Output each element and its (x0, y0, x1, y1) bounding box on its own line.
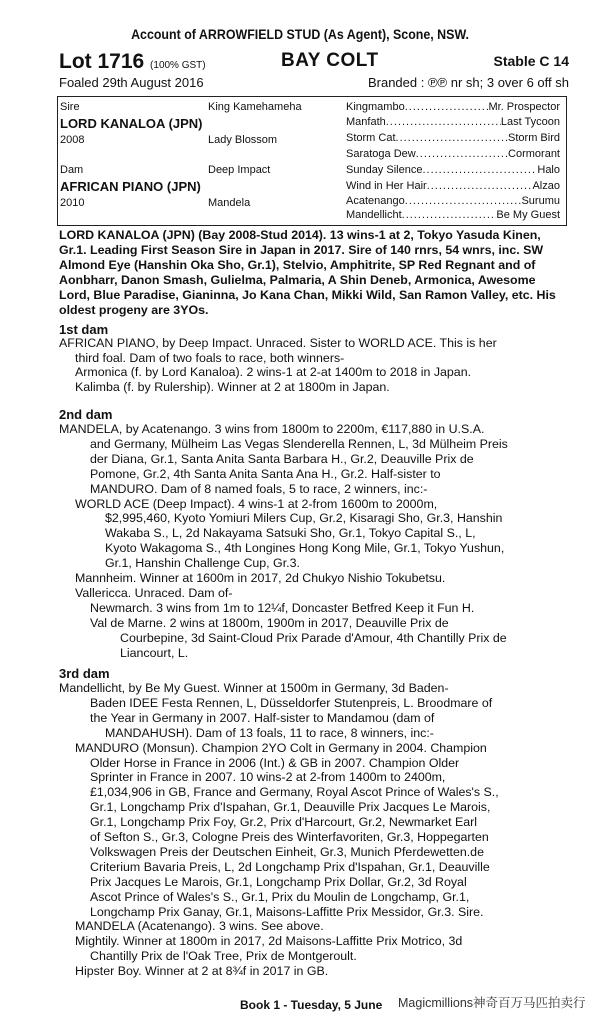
third-dam-line: Gr.1, Longchamp Prix d'Ispahan, Gr.1, Deauville Prix Jacques Le Marois, (90, 800, 491, 815)
page-footer: Book 1 - Tuesday, 5 June (240, 998, 383, 1012)
third-dam-line: MANDURO (Monsun). Champion 2YO Colt in Germany in 2004. Champion (75, 740, 487, 755)
sire-sire: King Kamehameha (208, 101, 302, 113)
lot-header (59, 50, 569, 72)
sire-summary: LORD KANALOA (JPN) (Bay 2008-Stud 2014). 13 wins-1 at 2, Tokyo Yasuda Kinen, Gr.1. Leading First Season Sire in Japan in 2017. Sire of 140 rnrs, 54 wnrs, inc. SW Almond Eye (Hanshin Oka Sho, Gr.1), Stelvio, Amphitrite, SP Red Regnant and of Aonbharr, Danon Smash, Gulielma, Palmaria, A Shin Deneb, Armonica, Awesome Lord, Blue Paradise, Gianinna, Jo Kana Chan, Mikki Wild, San Ramon Valley, etc. His oldest progeny are 3YOs. (59, 228, 556, 317)
third-dam-line: Mandellicht, by Be My Guest. Winner at 1500m in Germany, 3d Baden- (59, 681, 449, 695)
second-dam-line: Mannheim. Winner at 1600m in 2017, 2d Chukyo Nishio Tokubetsu. (75, 571, 446, 585)
third-gen-row: Acatenango ..... Surumu (346, 195, 560, 207)
dam-sire: Deep Impact (208, 164, 271, 176)
second-dam-line: Kyoto Wakagoma S., 4th Longines Hong Kong Mile, Gr.1, Tokyo Yushun, (105, 541, 505, 556)
second-dam-line: $2,995,460, Kyoto Yomiuri Milers Cup, Gr.2, Kisaragi Sho, Gr.3, Hanshin (105, 511, 503, 526)
dam-label: Dam (60, 164, 84, 176)
dam-year: 2010 (60, 197, 85, 209)
third-dam-line: of Sefton S., Gr.3, Cologne Preis des Winterfavoriten, Gr.3, Hoppegarten (90, 830, 489, 844)
gst-note: (100% GST) (150, 60, 206, 71)
dam-name: AFRICAN PIANO (JPN) (60, 179, 201, 194)
vendor-account: Account of ARROWFIELD STUD (As Agent), Scone, NSW. (131, 27, 469, 42)
second-dam-line: Vallericca. Unraced. Dam of- (75, 585, 233, 600)
second-dam-line: Pomone, Gr.2, 4th Santa Anita Santa Ana H., Gr.2. Half-sister to (90, 466, 441, 481)
second-dam-line: Newmarch. 3 wins from 1m to 12¼f, Doncaster Betfred Keep it Fun H. (90, 600, 475, 615)
third-gen-row: Wind in Her Hair ..... Alzao (346, 180, 560, 192)
third-gen-row: Storm Cat ..... Storm Bird (346, 132, 560, 144)
first-dam-line: Kalimba (f. by Rulership). Winner at 2 at 1800m in Japan. (75, 380, 390, 394)
third-dam-line: Mightily. Winner at 1800m in 2017, 2d Maisons-Laffitte Prix Motrico, 3d (75, 934, 463, 949)
sire-name: LORD KANALOA (JPN) (60, 116, 203, 131)
brand-marks: Branded : ℗℗ nr sh; 3 over 6 off sh (367, 75, 569, 90)
sire-year: 2008 (60, 134, 85, 146)
second-dam-line: Liancourt, L. (120, 645, 189, 660)
third-dam-line: £1,034,906 in GB, France and Germany, Royal Ascot Prince of Wales's S., (90, 785, 499, 800)
second-dam-line: Wakaba S., L, 2d Nakayama Satsuki Sho, Gr.1, Tokyo Capital S., L, (105, 526, 476, 541)
dam-dam: Mandela (208, 197, 251, 209)
pedigree-box (57, 96, 567, 226)
second-dam-line: MANDURO. Dam of 8 named foals, 5 to race, 2 winners, inc:- (90, 481, 428, 496)
third-dam-line: Prix Jacques Le Marois, Gr.1, Longchamp Prix Dollar, Gr.2, 3d Royal (90, 874, 467, 889)
third-dam-line: Baden IDEE Festa Rennen, L, Düsseldorfer Stutenpreis, L. Broodmare of (90, 695, 493, 710)
third-dam-line: Hipster Boy. Winner at 2 at 8¾f in 2017 in GB. (75, 964, 329, 979)
third-dam-line: MANDELA (Acatenango). 3 wins. See above. (75, 919, 324, 934)
third-dam-line: Volkswagen Preis der Deutschen Einheit, Gr.3, Munich Pferdewetten.de (90, 844, 484, 859)
first-dam-line: AFRICAN PIANO, by Deep Impact. Unraced. Sister to WORLD ACE. This is her (59, 336, 497, 350)
third-dam-line: Sprinter in France in 2007. 10 wins-2 at 2-from 1400m to 2400m, (90, 770, 446, 785)
third-gen-row: Saratoga Dew ..... Cormorant (346, 148, 560, 160)
second-dam-line: Gr.1, Hanshin Challenge Cup, Gr.3. (105, 556, 300, 571)
third-dam-heading: 3rd dam (59, 666, 110, 681)
stable-number: Stable C 14 (493, 53, 569, 69)
second-dam-line: MANDELA, by Acatenango. 3 wins from 1800m to 2200m, €117,880 in U.S.A. (59, 422, 485, 436)
foaled-date: Foaled 29th August 2016 (59, 75, 204, 90)
third-gen-row: Manfath ..... Last Tycoon (346, 116, 560, 128)
watermark: Magicmillions神奇百万马匹拍卖行 (398, 996, 586, 1010)
third-dam-line: Older Horse in France in 2006 (Int.) & GB in 2007. Champion Older (90, 755, 460, 770)
third-dam-line: the Year in Germany in 2007. Half-sister to Mandamou (dam of (90, 710, 435, 725)
sire-dam: Lady Blossom (208, 134, 278, 146)
second-dam-line: Val de Marne. 2 wins at 1800m, 1900m in 2017, Deauville Prix de (90, 615, 449, 630)
third-dam-line: Chantilly Prix de l'Oak Tree, Prix de Montgeroult. (90, 949, 357, 964)
sire-label: Sire (60, 101, 80, 113)
second-dam-line: and Germany, Mülheim Las Vegas Slenderella Rennen, L, 3d Mülheim Preis (90, 436, 508, 451)
lot-number: Lot 1716 (100% GST) (59, 50, 206, 73)
first-dam-line: third foal. Dam of two foals to race, both winners- (75, 351, 345, 365)
second-dam-heading: 2nd dam (59, 407, 113, 422)
second-dam-line: WORLD ACE (Deep Impact). 4 wins-1 at 2-from 1600m to 2000m, (75, 496, 438, 511)
third-dam-line: MANDAHUSH). Dam of 13 foals, 11 to race, 8 winners, inc:- (105, 725, 434, 740)
third-dam-line: Ascot Prince of Wales's S., Gr.1, Prix du Moulin de Longchamp, Gr.1, (90, 889, 470, 904)
third-gen-row: Sunday Silence ..... Halo (346, 164, 560, 176)
sex-colour: BAY COLT (281, 50, 379, 71)
third-gen-row: Mandellicht ..... Be My Guest (346, 209, 560, 221)
second-dam-line: Courbepine, 3d Saint-Cloud Prix Parade d'Amour, 4th Chantilly Prix de (120, 630, 507, 645)
first-dam-line: Armonica (f. by Lord Kanaloa). 2 wins-1 at 2-at 1400m to 2018 in Japan. (75, 365, 472, 379)
third-gen-row: Kingmambo ..... Mr. Prospector (346, 101, 560, 113)
second-dam-line: der Diana, Gr.1, Santa Anita Santa Barbara H., Gr.2, Deauville Prix de (90, 451, 474, 466)
third-dam-line: Criterium Bavaria Preis, L, 2d Longchamp Prix d'Ispahan, Gr.1, Deauville (90, 859, 490, 874)
third-dam-line: Gr.1, Longchamp Prix Foy, Gr.2, Prix d'Harcourt, Gr.2, Newmarket Earl (90, 815, 478, 830)
first-dam-heading: 1st dam (59, 322, 109, 337)
third-dam-line: Longchamp Prix Ganay, Gr.1, Maisons-Laffitte Prix Messidor, Gr.3. Sire. (90, 904, 484, 919)
